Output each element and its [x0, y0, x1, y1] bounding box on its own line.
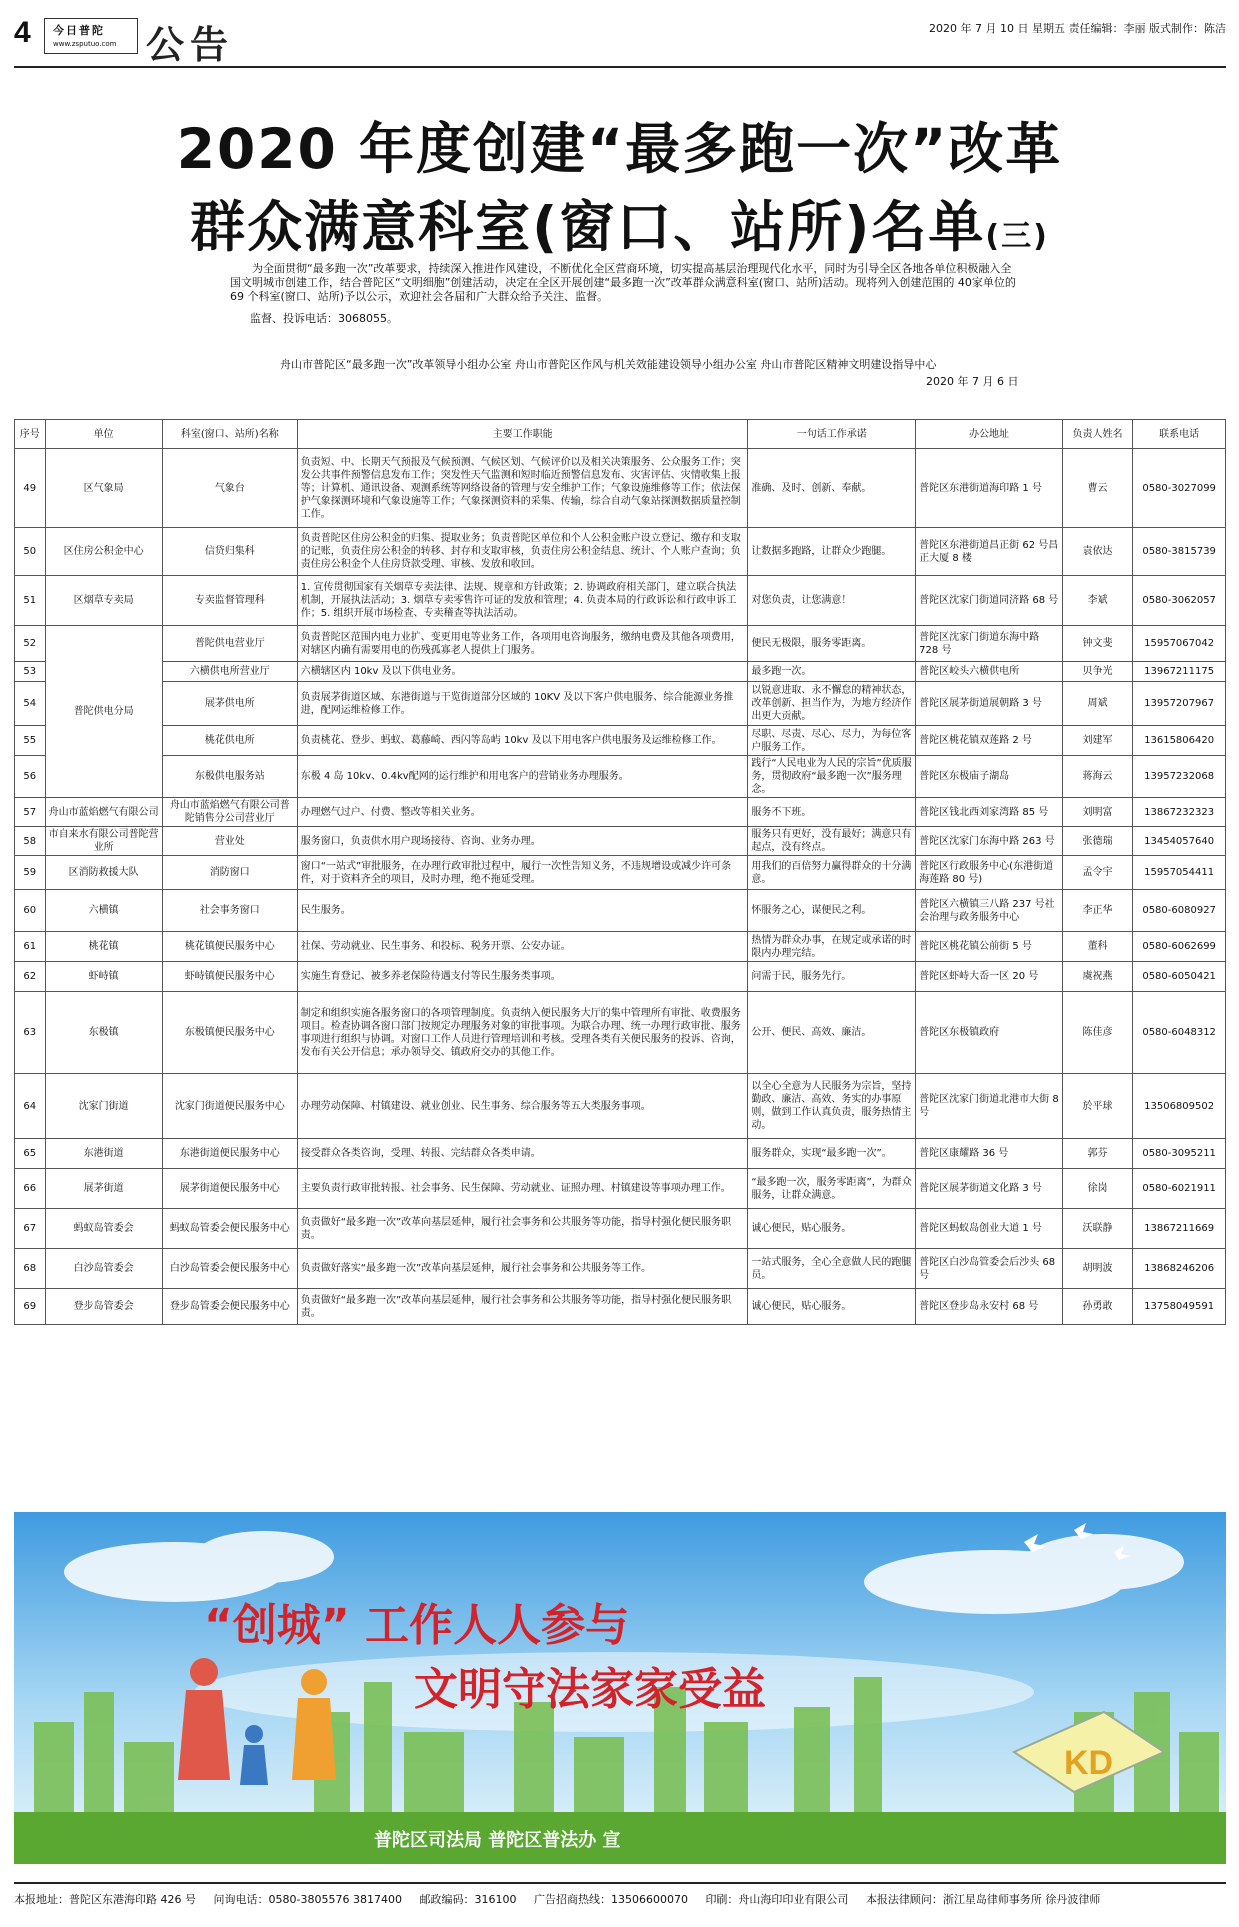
- cell-person: 曹云: [1062, 449, 1132, 528]
- intro-paragraph: 为全面贯彻“最多跑一次”改革要求，持续深入推进作风建设，不断优化全区营商环境，切实提高基层治理现代化水平，同时为引导全区各地各单位积极融入全国文明城市创建工作，结合普陀区“文明细胞”创建活动，决定在全区开展创建“最多跑一次”改革群众满意科室(窗口、站所)活动。现将列入创建范围的 40家单位的 69 个科室(窗口、站所)予以公示，欢迎社会各届和广大群众给予关注、监督。: [230, 262, 1016, 303]
- cell-person: 张德瑞: [1062, 827, 1132, 856]
- cell-promise: 诚心便民，贴心服务。: [748, 1289, 916, 1325]
- table-row: [15, 1169, 1226, 1209]
- cell-person: 沃联静: [1062, 1209, 1132, 1249]
- cell-dept: 信贷归集科: [162, 528, 297, 576]
- cell-addr: 普陀区沈家门街道东海中路 728 号: [916, 626, 1063, 662]
- cell-addr: 普陀区康耀路 36 号: [916, 1139, 1063, 1169]
- cell-addr: 普陀区展茅街道展朝路 3 号: [916, 682, 1063, 726]
- cell-promise: 便民无极限，服务零距离。: [748, 626, 916, 662]
- cell-unit: 白沙岛管委会: [45, 1249, 162, 1289]
- cell-addr: 普陀区行政服务中心(东港街道海莲路 80 号): [916, 856, 1063, 890]
- cell-tel: 0580-6062699: [1133, 932, 1226, 962]
- cell-no: 57: [15, 798, 46, 827]
- cell-duty: 负责桃花、登步、蚂蚁、葛藤崎、西闪等岛屿 10kv 及以下用电客户供电服务及运维检修工作。: [297, 726, 748, 756]
- cell-duty: 民生服务。: [297, 890, 748, 932]
- cell-duty: 1. 宣传贯彻国家有关烟草专卖法律、法规、规章和方针政策；2. 协调政府相关部门，建立联合执法机制，开展执法活动；3. 烟草专卖零售许可证的发放和管理；4. 负责本局的行政诉讼和行政申诉工作；5. 组织开展市场检查、专卖稽查等执法活动。: [297, 576, 748, 626]
- footer-postcode: 邮政编码：316100: [419, 1893, 517, 1906]
- cell-person: 李斌: [1062, 576, 1132, 626]
- cell-duty: 六横辖区内 10kv 及以下供电业务。: [297, 662, 748, 682]
- cell-person: 胡明波: [1062, 1249, 1132, 1289]
- cell-unit: 蚂蚁岛管委会: [45, 1209, 162, 1249]
- cell-promise: 让数据多跑路，让群众少跑腿。: [748, 528, 916, 576]
- table-row: [15, 1249, 1226, 1289]
- cell-person: 钟文斐: [1062, 626, 1132, 662]
- cell-addr: 普陀区六横镇三八路 237 号社会治理与政务服务中心: [916, 890, 1063, 932]
- cell-person: 袁依达: [1062, 528, 1132, 576]
- table-row: [15, 1074, 1226, 1139]
- footer-ads: 广告招商热线：13506600070: [533, 1893, 688, 1906]
- cell-promise: 一站式服务，全心全意做人民的跑腿员。: [748, 1249, 916, 1289]
- cell-no: 50: [15, 528, 46, 576]
- cell-dept: 蚂蚁岛管委会便民服务中心: [162, 1209, 297, 1249]
- cell-promise: 对您负责，让您满意！: [748, 576, 916, 626]
- column-header: 科室(窗口、站所)名称: [162, 420, 297, 449]
- cell-promise: 服务只有更好，没有最好；满意只有起点，没有终点。: [748, 827, 916, 856]
- cell-tel: 13957207967: [1133, 682, 1226, 726]
- cell-person: 虞祝燕: [1062, 962, 1132, 992]
- cell-no: 52: [15, 626, 46, 662]
- cell-tel: 13867211669: [1133, 1209, 1226, 1249]
- newspaper-logo: [44, 18, 138, 54]
- dateline: 2020 年 7 月 10 日 星期五 责任编辑：李丽 版式制作：陈洁: [929, 22, 1226, 35]
- banner-art: [14, 1512, 1226, 1864]
- cell-duty: 负责做好落实“最多跑一次”改革向基层延伸，履行社会事务和公共服务等工作。: [297, 1249, 748, 1289]
- cell-addr: 普陀区展茅街道文化路 3 号: [916, 1169, 1063, 1209]
- cell-tel: 0580-6080927: [1133, 890, 1226, 932]
- cell-tel: 13967211175: [1133, 662, 1226, 682]
- cell-promise: 以全心全意为人民服务为宗旨，坚持勤政、廉洁、高效、务实的办事原则，做到工作认真负责，服务热情主动。: [748, 1074, 916, 1139]
- cell-addr: 普陀区白沙岛管委会后沙头 68 号: [916, 1249, 1063, 1289]
- headline-line-2: [0, 183, 1239, 262]
- page-number: 4: [14, 16, 31, 49]
- cell-no: 60: [15, 890, 46, 932]
- cell-tel: 15957054411: [1133, 856, 1226, 890]
- cell-promise: “最多跑一次，服务零距离”，为群众服务，让群众满意。: [748, 1169, 916, 1209]
- cell-tel: 13615806420: [1133, 726, 1226, 756]
- cell-person: 刘明富: [1062, 798, 1132, 827]
- table-row: [15, 576, 1226, 626]
- column-header: 联系电话: [1133, 420, 1226, 449]
- cell-dept: 专卖监督管理科: [162, 576, 297, 626]
- column-header: 负责人姓名: [1062, 420, 1132, 449]
- table-row: [15, 827, 1226, 856]
- cell-unit: 市自来水有限公司普陀营业所: [45, 827, 162, 856]
- table-row: [15, 682, 1226, 726]
- cell-addr: 普陀区蚂蚁岛创业大道 1 号: [916, 1209, 1063, 1249]
- cell-tel: 0580-3095211: [1133, 1139, 1226, 1169]
- footer: [14, 1882, 1226, 1907]
- headline-line-1: 2020 年度创建“最多跑一次”改革: [176, 117, 1063, 181]
- cell-promise: 热情为群众办事，在规定或承诺的时限内办理完结。: [748, 932, 916, 962]
- cell-promise: 用我们的百倍努力赢得群众的十分满意。: [748, 856, 916, 890]
- cell-duty: 负责展茅街道区域、东港街道与干览街道部分区域的 10KV 及以下客户供电服务、综合能源业务推进，配网运维检修工作。: [297, 682, 748, 726]
- hotline: 监督、投诉电话：3068055。: [250, 312, 398, 325]
- cell-promise: 公开、便民、高效、廉洁。: [748, 992, 916, 1074]
- badge-text: KD: [1064, 1744, 1114, 1782]
- table-row: [15, 528, 1226, 576]
- cell-tel: 13506809502: [1133, 1074, 1226, 1139]
- cell-person: 陈佳彦: [1062, 992, 1132, 1074]
- cell-no: 58: [15, 827, 46, 856]
- cell-addr: 普陀区沈家门街道北港市大街 8 号: [916, 1074, 1063, 1139]
- cell-unit: 东极镇: [45, 992, 162, 1074]
- cell-dept: 桃花供电所: [162, 726, 297, 756]
- table-row: [15, 726, 1226, 756]
- cell-addr: 普陀区东极庙子湖岛: [916, 756, 1063, 798]
- cell-unit: 桃花镇: [45, 932, 162, 962]
- civic-banner: [14, 1512, 1226, 1864]
- cell-dept: 东港街道便民服务中心: [162, 1139, 297, 1169]
- cell-dept: 舟山市蓝焰燃气有限公司普陀销售分公司营业厅: [162, 798, 297, 827]
- cell-dept: 消防窗口: [162, 856, 297, 890]
- cell-person: 孙勇敢: [1062, 1289, 1132, 1325]
- cell-tel: 13867232323: [1133, 798, 1226, 827]
- cell-duty: 实施生育登记、被多养老保险待遇支付等民生服务类事项。: [297, 962, 748, 992]
- cell-duty: 办理燃气过户、付费、整改等相关业务。: [297, 798, 748, 827]
- cell-dept: 六横供电所营业厅: [162, 662, 297, 682]
- cell-unit: 区烟草专卖局: [45, 576, 162, 626]
- table-row: [15, 1209, 1226, 1249]
- cell-no: 66: [15, 1169, 46, 1209]
- cell-tel: 0580-6048312: [1133, 992, 1226, 1074]
- cell-no: 51: [15, 576, 46, 626]
- headline-main: 群众满意科室(窗口、站所)名单: [190, 195, 986, 259]
- table-row: [15, 962, 1226, 992]
- cell-dept: 登步岛管委会便民服务中心: [162, 1289, 297, 1325]
- logo-text: 今日普陀: [53, 24, 105, 37]
- table-row: [15, 756, 1226, 798]
- cell-tel: 13454057640: [1133, 827, 1226, 856]
- cell-unit: 六横镇: [45, 890, 162, 932]
- cell-person: 蒋海云: [1062, 756, 1132, 798]
- cell-addr: 普陀区东港街道昌正街 62 号昌正大厦 8 楼: [916, 528, 1063, 576]
- cell-promise: 怀服务之心，谋便民之利。: [748, 890, 916, 932]
- cell-duty: 制定和组织实施各服务窗口的各项管理制度。负责纳入便民服务大厅的集中管理所有审批、收费服务项目。检查协调各窗口部门按规定办理服务对象的审批事项。为联合办理、统一办理行政审批、服务事项进行组织与协调。对窗口工作人员进行管理培训和考核。受理各类有关便民服务的投诉、咨询，发布有关公开信息；承办领导交、镇政府交办的其他工作。: [297, 992, 748, 1074]
- cell-person: 周斌: [1062, 682, 1132, 726]
- table-row: [15, 890, 1226, 932]
- cell-duty: 服务窗口，负责供水用户现场接待、咨询、业务办理。: [297, 827, 748, 856]
- cell-tel: 13758049591: [1133, 1289, 1226, 1325]
- cell-unit: 区气象局: [45, 449, 162, 528]
- cell-unit: 展茅街道: [45, 1169, 162, 1209]
- cell-tel: 0580-3815739: [1133, 528, 1226, 576]
- masthead: [14, 14, 1226, 68]
- cell-person: 刘建军: [1062, 726, 1132, 756]
- cell-duty: 接受群众各类咨询，受理、转报、完结群众各类申请。: [297, 1139, 748, 1169]
- cell-no: 64: [15, 1074, 46, 1139]
- cell-unit: 区住房公积金中心: [45, 528, 162, 576]
- section-title: 公告: [146, 23, 235, 67]
- cell-tel: 0580-3062057: [1133, 576, 1226, 626]
- cell-dept: 沈家门街道便民服务中心: [162, 1074, 297, 1139]
- column-header: 办公地址: [916, 420, 1063, 449]
- table-row: [15, 856, 1226, 890]
- cell-addr: 普陀区峧头六横供电所: [916, 662, 1063, 682]
- column-header: 单位: [45, 420, 162, 449]
- issue-date: 2020 年 7 月 6 日: [926, 375, 1019, 388]
- cell-dept: 展茅供电所: [162, 682, 297, 726]
- cell-promise: 以锐意进取、永不懈怠的精神状态，改革创新、担当作为，为地方经济作出更大贡献。: [748, 682, 916, 726]
- column-header: 序号: [15, 420, 46, 449]
- table-row: [15, 992, 1226, 1074]
- column-header: 一句话工作承诺: [748, 420, 916, 449]
- cell-person: 於平球: [1062, 1074, 1132, 1139]
- cell-no: 68: [15, 1249, 46, 1289]
- cell-no: 63: [15, 992, 46, 1074]
- cell-person: 孟令宇: [1062, 856, 1132, 890]
- cell-promise: 问需于民，服务先行。: [748, 962, 916, 992]
- cell-dept: 虾峙镇便民服务中心: [162, 962, 297, 992]
- slogan-line-2: 文明守法家家受益: [414, 1664, 766, 1715]
- cell-unit: 区消防救援大队: [45, 856, 162, 890]
- table-body: [15, 449, 1226, 1325]
- cell-addr: 普陀区东港街道海印路 1 号: [916, 449, 1063, 528]
- cell-duty: 东极 4 岛 10kv、0.4kv配网的运行维护和用电客户的营销业务办理服务。: [297, 756, 748, 798]
- cell-dept: 东极镇便民服务中心: [162, 992, 297, 1074]
- intro-text: [230, 262, 1020, 304]
- list-table: [14, 419, 1226, 1325]
- cell-no: 54: [15, 682, 46, 726]
- cell-unit: 普陀供电分局: [45, 626, 162, 798]
- cell-dept: 普陀供电营业厅: [162, 626, 297, 662]
- cell-unit: 虾峙镇: [45, 962, 162, 992]
- cell-person: 郭芬: [1062, 1139, 1132, 1169]
- cell-person: 徐岗: [1062, 1169, 1132, 1209]
- cell-dept: 东极供电服务站: [162, 756, 297, 798]
- cell-no: 49: [15, 449, 46, 528]
- cell-promise: 践行“人民电业为人民的宗旨”优质服务，贯彻政府“最多跑一次”服务理念。: [748, 756, 916, 798]
- table-row: [15, 932, 1226, 962]
- cell-no: 69: [15, 1289, 46, 1325]
- cell-addr: 普陀区钱北西刘家湾路 85 号: [916, 798, 1063, 827]
- cell-tel: 0580-6050421: [1133, 962, 1226, 992]
- cell-dept: 社会事务窗口: [162, 890, 297, 932]
- cell-dept: 营业处: [162, 827, 297, 856]
- headline-suffix: (三): [985, 219, 1049, 254]
- table-row: [15, 1289, 1226, 1325]
- cell-addr: 普陀区沈家门东海中路 263 号: [916, 827, 1063, 856]
- footer-address: 本报地址：普陀区东港海印路 426 号: [14, 1893, 196, 1906]
- cell-promise: 诚心便民，贴心服务。: [748, 1209, 916, 1249]
- cell-dept: 白沙岛管委会便民服务中心: [162, 1249, 297, 1289]
- cell-promise: 服务不下班。: [748, 798, 916, 827]
- footer-phone: 问询电话：0580-3805576 3817400: [213, 1893, 402, 1906]
- cell-promise: 尽职、尽责、尽心、尽力，为每位客户服务工作。: [748, 726, 916, 756]
- cell-unit: 东港街道: [45, 1139, 162, 1169]
- cell-unit: 舟山市蓝焰燃气有限公司: [45, 798, 162, 827]
- cell-tel: 15957067042: [1133, 626, 1226, 662]
- cell-no: 56: [15, 756, 46, 798]
- cell-no: 55: [15, 726, 46, 756]
- cell-duty: 负责普陀区范围内电力业扩、变更用电等业务工作，各项用电咨询服务，缴纳电费及其他各项费用，对辖区内确有需要用电的伤残孤寡老人提供上门服务。: [297, 626, 748, 662]
- banner-sponsor: 普陀区司法局 普陀区普法办 宣: [374, 1830, 621, 1851]
- cell-tel: 0580-6021911: [1133, 1169, 1226, 1209]
- cell-promise: 服务群众，实现“最多跑一次”。: [748, 1139, 916, 1169]
- cell-duty: 负责做好“最多跑一次”改革向基层延伸，履行社会事务和公共服务等功能，指导村强化便民服务职责。: [297, 1209, 748, 1249]
- slogan-line-1: “创城” 工作人人参与: [204, 1600, 630, 1651]
- cell-addr: 普陀区桃花镇公前街 5 号: [916, 932, 1063, 962]
- cell-duty: 主要负责行政审批转报、社会事务、民生保障、劳动就业、证照办理、村镇建设等事项办理工作。: [297, 1169, 748, 1209]
- table-row: [15, 626, 1226, 662]
- cell-duty: 窗口“一站式”审批服务，在办理行政审批过程中，履行一次性告知义务，不违规增设或减少许可条件，对于资料齐全的项目，及时办理，绝不拖延受理。: [297, 856, 748, 890]
- column-header: 主要工作职能: [297, 420, 748, 449]
- cell-duty: 社保、劳动就业、民生事务、和投标、税务开票、公安办证。: [297, 932, 748, 962]
- cell-unit: 沈家门街道: [45, 1074, 162, 1139]
- cell-addr: 普陀区登步岛永安村 68 号: [916, 1289, 1063, 1325]
- cell-promise: 准确、及时、创新、奉献。: [748, 449, 916, 528]
- table-row: [15, 1139, 1226, 1169]
- cell-dept: 气象台: [162, 449, 297, 528]
- table-row: [15, 798, 1226, 827]
- logo-url: www.zsputuo.com: [53, 40, 117, 48]
- cell-unit: 登步岛管委会: [45, 1289, 162, 1325]
- cell-no: 67: [15, 1209, 46, 1249]
- cell-promise: 最多跑一次。: [748, 662, 916, 682]
- cell-no: 65: [15, 1139, 46, 1169]
- cell-duty: 负责做好“最多跑一次”改革向基层延伸，履行社会事务和公共服务等功能，指导村强化便民服务职责。: [297, 1289, 748, 1325]
- cell-person: 李正华: [1062, 890, 1132, 932]
- cell-duty: 负责短、中、长期天气预报及气候预测、气候区划、气候评价以及相关决策服务、公众服务工作；突发公共事件预警信息发布工作；突发性天气监测和短时临近预警信息发布、灾害评估、灾情收集上报等；计算机、通讯设备、观测系统等网络设备的管理与安全维护工作；气象设施维修等工作；依法保护气象探测环境和气象设施等工作；气象探测资料的采集、传输，综合自动气象站探测数据质量控制工作。: [297, 449, 748, 528]
- cell-duty: 负责普陀区住房公积金的归集、提取业务；负责普陀区单位和个人公积金账户设立登记、缴存和支取的记账，负责住房公积金的转移、封存和支取审核，负责住房公积金结息、统计、个人账户查询；负责住房公积金个人住房贷款受理、审核、发放和收回。: [297, 528, 748, 576]
- table-header-row: [15, 420, 1226, 449]
- cell-no: 61: [15, 932, 46, 962]
- cell-addr: 普陀区沈家门街道同济路 68 号: [916, 576, 1063, 626]
- cell-dept: 展茅街道便民服务中心: [162, 1169, 297, 1209]
- cell-duty: 办理劳动保障、村镇建设、就业创业、民生事务、综合服务等五大类服务事项。: [297, 1074, 748, 1139]
- cell-person: 董科: [1062, 932, 1132, 962]
- cell-no: 59: [15, 856, 46, 890]
- cell-addr: 普陀区桃花镇双莲路 2 号: [916, 726, 1063, 756]
- cell-addr: 普陀区虾峙大岙一区 20 号: [916, 962, 1063, 992]
- footer-printer: 印刷：舟山海印印业有限公司: [705, 1893, 849, 1906]
- issuers: 舟山市普陀区“最多跑一次”改革领导小组办公室 舟山市普陀区作风与机关效能建设领导小组办公室 舟山市普陀区精神文明建设指导中心: [280, 358, 937, 371]
- table-row: [15, 662, 1226, 682]
- cell-addr: 普陀区东极镇政府: [916, 992, 1063, 1074]
- cell-dept: 桃花镇便民服务中心: [162, 932, 297, 962]
- cell-tel: 0580-3027099: [1133, 449, 1226, 528]
- footer-legal: 本报法律顾问：浙江星岛律师事务所 徐丹波律师: [865, 1893, 1101, 1906]
- table-row: [15, 449, 1226, 528]
- cell-no: 53: [15, 662, 46, 682]
- cell-tel: 13957232068: [1133, 756, 1226, 798]
- cell-no: 62: [15, 962, 46, 992]
- cell-tel: 13868246206: [1133, 1249, 1226, 1289]
- cell-person: 贝争光: [1062, 662, 1132, 682]
